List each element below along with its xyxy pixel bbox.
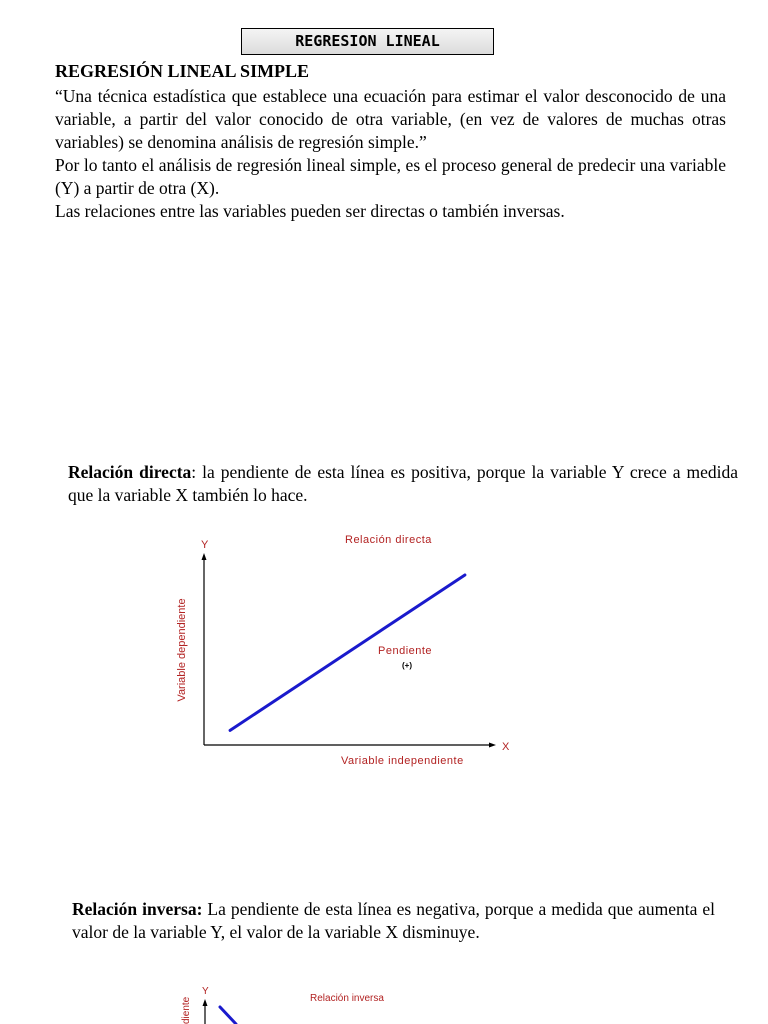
slope-sign: (+) [402,661,412,670]
y-axis-arrow [202,553,207,560]
chart-title: Relación directa [345,534,432,546]
definition-quote: “Una técnica estadística que establece una ecuación para estimar el valor desconocido de una variable, a partir del valor conocido de otra variable, (en vez de valores de muchas otras variables) se denomina análisis de regresión simple.” [55,86,726,152]
direct-relation-term: Relación directa [68,462,192,482]
paragraph-summary: Por lo tanto el análisis de regresión lineal simple, es el proceso general de predecir una variable (Y) a partir de otra (X). [55,155,726,198]
paragraph-relations: Las relaciones entre las variables pueden ser directas o también inversas. [55,201,565,221]
inverse-relation-chart [170,982,430,1024]
y-axis-arrow [203,999,208,1006]
direct-relation-paragraph [68,461,738,507]
slope-annotation: Pendiente [378,645,433,657]
inverse-relation-term: Relación inversa: [72,899,203,919]
x-axis-arrow [489,743,496,748]
x-axis-letter: X [502,741,510,753]
regression-line [220,1007,236,1024]
y-axis-letter: Y [201,539,209,551]
direct-relation-text: : la pendiente de esta línea es positiva, porque la variable Y crece a medida que la variable X también lo hace. [68,462,738,505]
y-axis-label-fragment: diente [181,996,192,1024]
y-axis-label: Variable dependiente [176,598,188,702]
x-axis-label: Variable independiente [341,755,464,767]
chart-title: Relación inversa [310,993,384,1004]
y-axis-letter: Y [202,986,209,997]
inverse-relation-paragraph [72,898,715,944]
inverse-relation-text: La pendiente de esta línea es negativa, porque a medida que aumenta el valor de la variable Y, el valor de la variable X disminuye. [72,899,715,942]
document-title-box: REGRESION LINEAL [241,28,494,55]
section-heading: REGRESIÓN LINEAL SIMPLE [55,61,310,81]
direct-relation-chart [170,528,520,773]
